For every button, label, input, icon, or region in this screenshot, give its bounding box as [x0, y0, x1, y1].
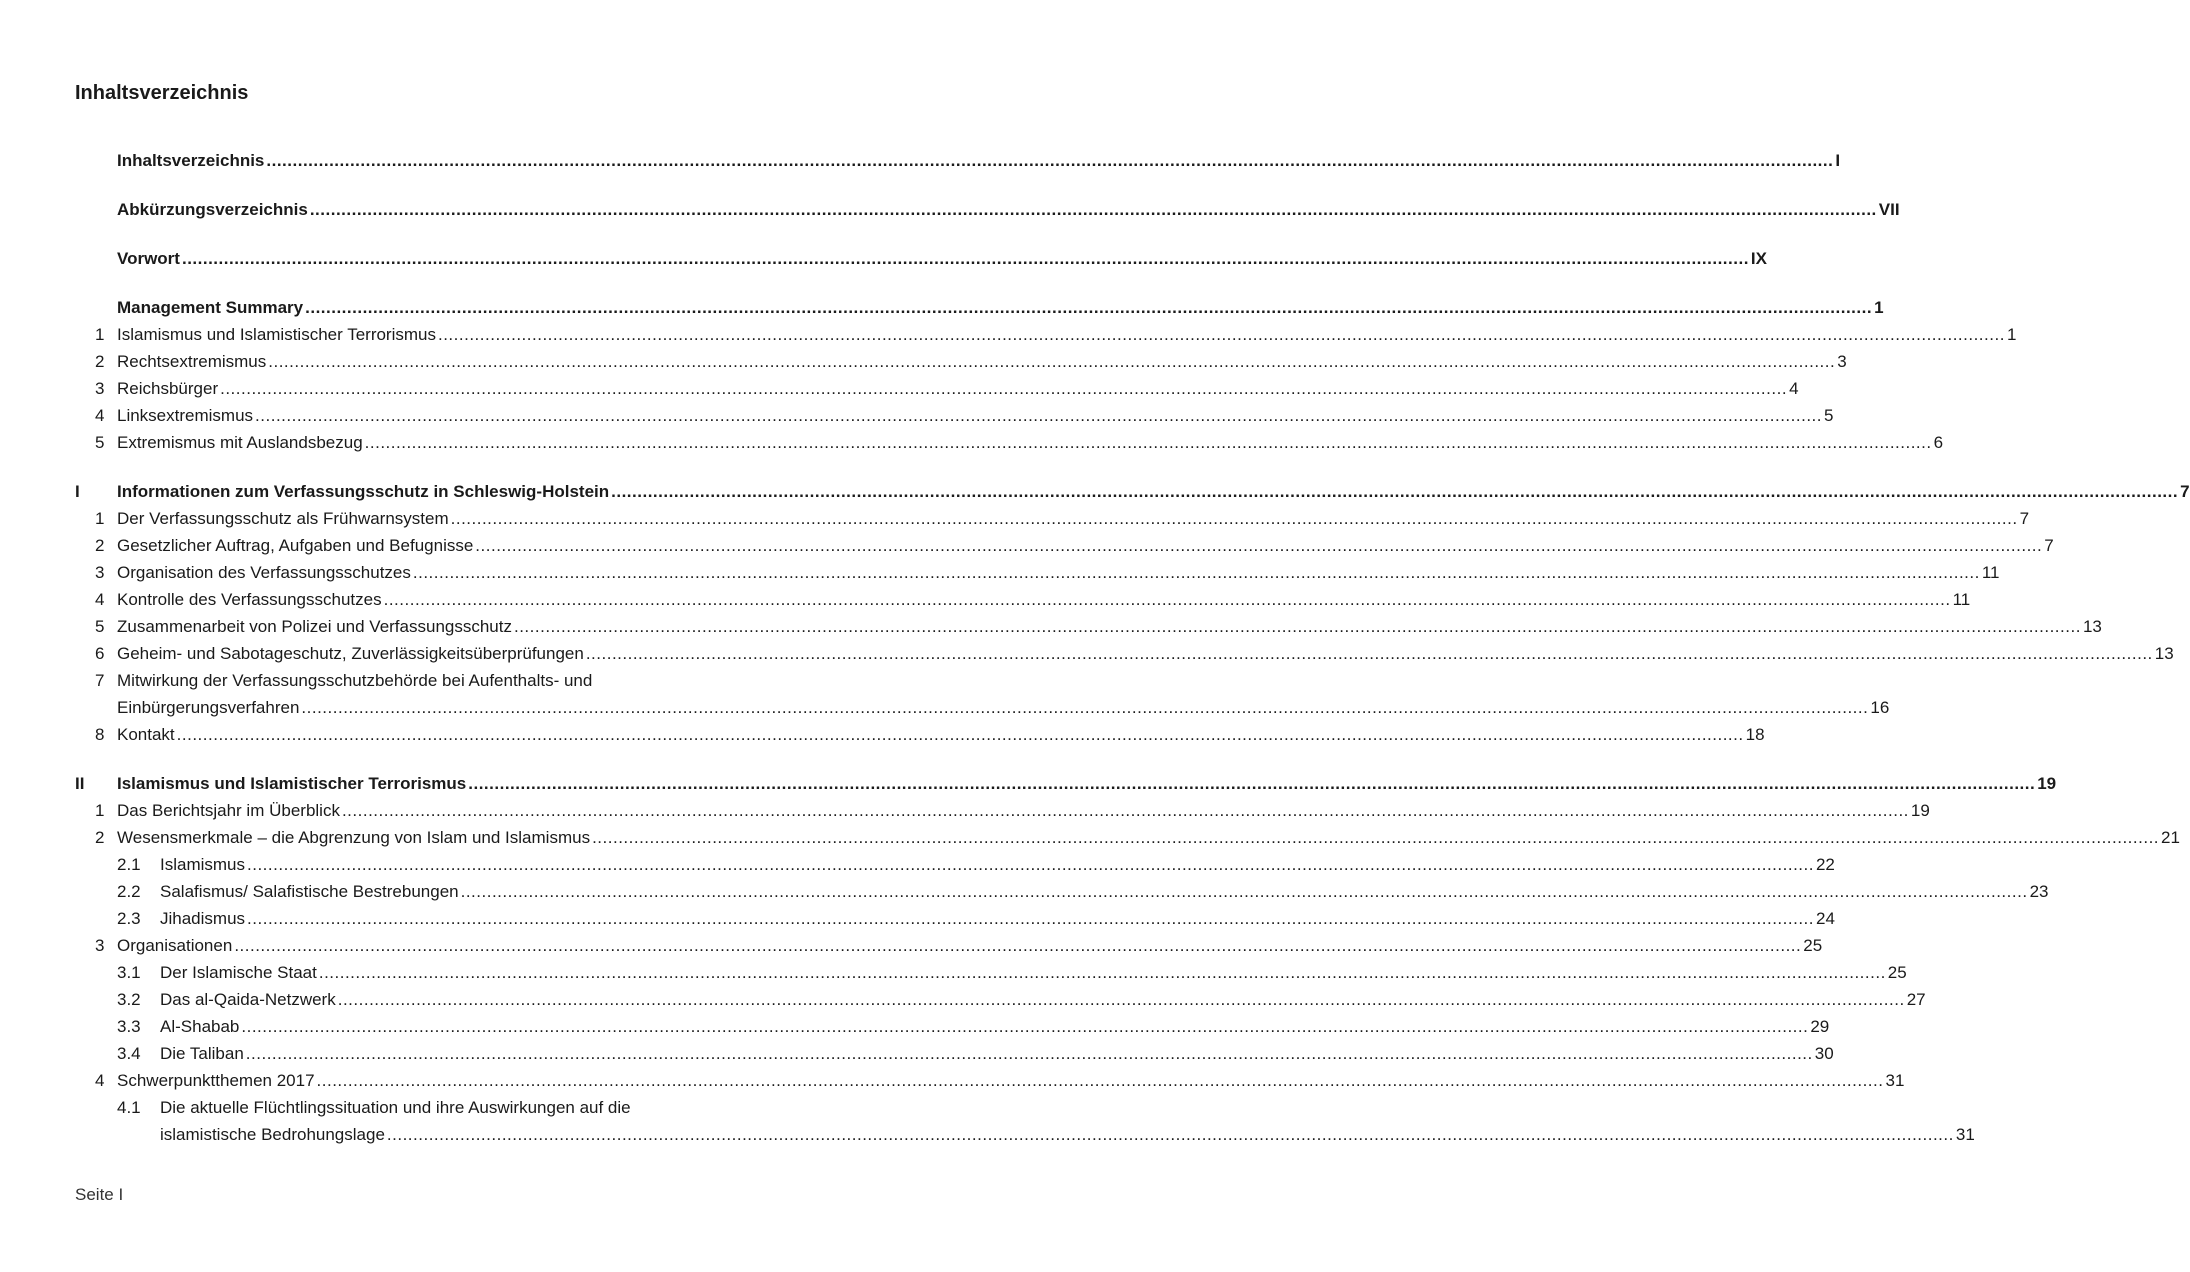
- toc-entry-title: Mitwirkung der Verfassungsschutzbehörde bei Aufenthalts- und: [117, 671, 593, 690]
- toc-leader-dots: ............................................................................................................................................................................................................................................................................................................: [337, 990, 1905, 1009]
- toc-number: 3.4: [117, 1044, 141, 1063]
- toc-number: 3: [95, 563, 105, 582]
- toc-row[interactable]: [0, 349, 1847, 375]
- toc-row[interactable]: [0, 1068, 1905, 1094]
- toc-number: 1: [95, 801, 105, 820]
- toc-number: 4.1: [117, 1098, 141, 1117]
- toc-leader-dots: ............................................................................................................................................................................................................................................................................................................: [513, 617, 2081, 636]
- toc-leader-dots: ............................................................................................................................................................................................................................................................................................................: [176, 725, 1744, 744]
- toc-page-number: 13: [2154, 644, 2174, 663]
- toc-entry: [160, 987, 1926, 1013]
- toc-entry: [117, 246, 1767, 272]
- toc-entry: [117, 403, 1834, 429]
- toc-entry-title: Der Verfassungsschutz als Frühwarnsystem: [117, 509, 449, 528]
- toc-entry-title: Kontakt: [117, 725, 175, 744]
- toc-leader-dots: ............................................................................................................................................................................................................................................................................................................: [592, 828, 2160, 847]
- toc-leader-dots: ............................................................................................................................................................................................................................................................................................................: [364, 433, 1932, 452]
- toc-number: 8: [95, 725, 105, 744]
- toc-row[interactable]: [0, 246, 1767, 272]
- toc-page-number: VII: [1878, 200, 1900, 219]
- toc-page-number: 5: [1824, 406, 1834, 425]
- toc-leader-dots: ............................................................................................................................................................................................................................................................................................................: [255, 406, 1822, 425]
- toc-number: 2: [95, 352, 105, 371]
- toc-entry: [117, 148, 1841, 174]
- toc-row[interactable]: [0, 1014, 1830, 1040]
- toc-leader-dots: ............................................................................................................................................................................................................................................................................................................: [341, 801, 1909, 820]
- toc-page-number: 24: [1816, 909, 1835, 928]
- toc-number: 3: [95, 936, 105, 955]
- toc-leader-dots: ............................................................................................................................................................................................................................................................................................................: [245, 1044, 1813, 1063]
- toc-number: I: [75, 482, 80, 501]
- toc-leader-dots: ............................................................................................................................................................................................................................................................................................................: [305, 298, 1873, 317]
- toc-page-number: 4: [1789, 379, 1799, 398]
- toc-row[interactable]: [0, 987, 1926, 1013]
- toc-entry-title: Islamismus: [160, 855, 246, 874]
- toc-row[interactable]: [0, 614, 2102, 640]
- toc-entry-title: Extremismus mit Auslandsbezug: [117, 433, 363, 452]
- toc-row[interactable]: [0, 906, 1835, 932]
- toc-entry-title: Das Berichtsjahr im Überblick: [117, 801, 340, 820]
- toc-row[interactable]: [0, 933, 1823, 959]
- toc-leader-dots: ............................................................................................................................................................................................................................................................................................................: [450, 509, 2018, 528]
- toc-page-number: 16: [1870, 698, 1890, 717]
- toc-entry: [117, 533, 2054, 559]
- toc-entry-title: islamistische Bedrohungslage: [160, 1125, 385, 1144]
- toc-entry: [160, 906, 1835, 932]
- toc-page-number: 30: [1814, 1044, 1834, 1063]
- toc-leader-dots: ............................................................................................................................................................................................................................................................................................................: [266, 151, 1834, 170]
- toc-page-number: 1: [1874, 298, 1884, 317]
- toc-number: 4: [95, 1071, 105, 1090]
- toc-page-number: 19: [2037, 774, 2057, 793]
- toc-entry-title: Informationen zum Verfassungsschutz in Schleswig-Holstein: [117, 482, 610, 501]
- toc-entry-title: Islamismus und Islamistischer Terrorismus: [117, 325, 436, 344]
- toc-row[interactable]: [0, 403, 1834, 429]
- page-title: Inhaltsverzeichnis: [75, 82, 249, 104]
- toc-leader-dots: ............................................................................................................................................................................................................................................................................................................: [309, 200, 1877, 219]
- toc-entry: [117, 933, 1823, 959]
- toc-number: 2: [95, 536, 105, 555]
- toc-number: 2.3: [117, 909, 141, 928]
- toc-entry-title: Zusammenarbeit von Polizei und Verfassungsschutz: [117, 617, 512, 636]
- toc-row[interactable]: [0, 148, 1841, 174]
- toc-row[interactable]: [0, 825, 2180, 851]
- toc-row[interactable]: [0, 798, 1930, 824]
- toc-number: II: [75, 774, 85, 793]
- toc-page-number: 6: [1933, 433, 1944, 452]
- toc-entry-title: Management Summary: [117, 298, 304, 317]
- toc-entry-title: Al-Shabab: [160, 1017, 240, 1036]
- toc-row[interactable]: [0, 560, 2000, 586]
- toc-entry: [117, 614, 2102, 640]
- toc-number: 7: [95, 671, 105, 690]
- toc-entry: [117, 825, 2180, 851]
- toc-entry-title: Der Islamische Staat: [160, 963, 317, 982]
- toc-page-number: 31: [1885, 1071, 1905, 1090]
- toc-leader-dots: ............................................................................................................................................................................................................................................................................................................: [468, 774, 2036, 793]
- toc-row[interactable]: [0, 668, 900, 694]
- toc-page-number: 21: [2161, 828, 2180, 847]
- toc-page-number: IX: [1750, 249, 1767, 268]
- toc-number: 3: [95, 379, 105, 398]
- toc-leader-dots: ............................................................................................................................................................................................................................................................................................................: [301, 698, 1869, 717]
- toc-entry: [117, 1068, 1905, 1094]
- toc-page-number: 7: [2044, 536, 2054, 555]
- toc-number: 6: [95, 644, 105, 663]
- toc-entry: [117, 479, 2190, 505]
- toc-row[interactable]: [0, 1041, 1834, 1067]
- toc-entry-title: Kontrolle des Verfassungsschutzes: [117, 590, 382, 609]
- toc-number: 1: [95, 325, 105, 344]
- toc-number: 2.1: [117, 855, 141, 874]
- toc-entry-title: Organisation des Verfassungsschutzes: [117, 563, 411, 582]
- toc-entry-title: Linksextremismus: [117, 406, 254, 425]
- toc-page-number: 3: [1837, 352, 1847, 371]
- toc-row[interactable]: [0, 695, 1890, 721]
- toc-entry-title: Schwerpunktthemen 2017: [117, 1071, 315, 1090]
- toc-entry: [117, 295, 1884, 321]
- toc-row[interactable]: [0, 295, 1884, 321]
- toc-number: 5: [95, 433, 105, 452]
- toc-leader-dots: ............................................................................................................................................................................................................................................................................................................: [247, 909, 1814, 928]
- toc-number: 3.1: [117, 963, 141, 982]
- toc-leader-dots: ............................................................................................................................................................................................................................................................................................................: [386, 1125, 1954, 1144]
- toc-row[interactable]: [0, 852, 1835, 878]
- toc-entry: [117, 349, 1847, 375]
- toc-page-number: 25: [1887, 963, 1907, 982]
- toc-leader-dots: ............................................................................................................................................................................................................................................................................................................: [234, 936, 1802, 955]
- toc-entry: [117, 771, 2057, 797]
- toc-page-number: 29: [1810, 1017, 1830, 1036]
- toc-page-number: 7: [2180, 482, 2190, 501]
- toc-page-number: 7: [2019, 509, 2030, 528]
- toc-entry: [117, 376, 1799, 402]
- toc-entry: [117, 587, 1971, 613]
- toc-number: 2: [95, 828, 105, 847]
- toc-row[interactable]: [0, 197, 1900, 223]
- toc-entry: [160, 879, 2049, 905]
- toc-entry-title: Reichsbürger: [117, 379, 219, 398]
- toc-number: 3.2: [117, 990, 141, 1009]
- toc-entry-title: Vorwort: [117, 249, 180, 268]
- toc-row[interactable]: [0, 1122, 1975, 1148]
- toc-row[interactable]: [0, 771, 2057, 797]
- toc-leader-dots: ............................................................................................................................................................................................................................................................................................................: [318, 963, 1886, 982]
- toc-leader-dots: ............................................................................................................................................................................................................................................................................................................: [383, 590, 1951, 609]
- toc-page-number: 19: [1910, 801, 1930, 820]
- toc-row[interactable]: [0, 722, 1765, 748]
- toc-page-number: 1: [2006, 325, 2017, 344]
- toc-entry-title: Geheim- und Sabotageschutz, Zuverlässigkeitsüberprüfungen: [117, 644, 584, 663]
- toc-row[interactable]: [0, 879, 2049, 905]
- toc-entry-title: Die Taliban: [160, 1044, 244, 1063]
- toc-number: 4: [95, 590, 105, 609]
- page-footer: Seite I: [75, 1185, 124, 1204]
- toc-entry: [160, 1041, 1834, 1067]
- toc-number: 4: [95, 406, 105, 425]
- toc-leader-dots: ............................................................................................................................................................................................................................................................................................................: [220, 379, 1788, 398]
- toc-entry: [160, 960, 1907, 986]
- toc-entry: [160, 852, 1835, 878]
- toc-leader-dots: ............................................................................................................................................................................................................................................................................................................: [181, 249, 1749, 268]
- toc-leader-dots: ............................................................................................................................................................................................................................................................................................................: [247, 855, 1814, 874]
- toc-number: 3.3: [117, 1017, 141, 1036]
- toc-entry-title: Jihadismus: [160, 909, 246, 928]
- toc-leader-dots: ............................................................................................................................................................................................................................................................................................................: [460, 882, 2028, 901]
- toc-entry-title: Die aktuelle Flüchtlingssituation und ihre Auswirkungen auf die: [160, 1098, 631, 1117]
- toc-leader-dots: ............................................................................................................................................................................................................................................................................................................: [412, 563, 1980, 582]
- toc-entry: [160, 1095, 823, 1121]
- toc-entry: [117, 641, 2174, 667]
- toc-row[interactable]: [0, 641, 2174, 667]
- toc-entry-title: Gesetzlicher Auftrag, Aufgaben und Befugnisse: [117, 536, 474, 555]
- toc-row[interactable]: [0, 479, 2190, 505]
- toc-page-number: 27: [1906, 990, 1926, 1009]
- toc-row[interactable]: [0, 1095, 900, 1121]
- toc-entry-title: Salafismus/ Salafistische Bestrebungen: [160, 882, 459, 901]
- toc-leader-dots: ............................................................................................................................................................................................................................................................................................................: [241, 1017, 1809, 1036]
- toc-entry-title: Organisationen: [117, 936, 233, 955]
- toc-row[interactable]: [0, 376, 1799, 402]
- toc-leader-dots: ............................................................................................................................................................................................................................................................................................................: [316, 1071, 1884, 1090]
- toc-entry: [117, 722, 1765, 748]
- toc-entry: [117, 506, 2030, 532]
- toc-entry-title: Rechtsextremismus: [117, 352, 267, 371]
- toc-entry: [117, 560, 2000, 586]
- toc-row[interactable]: [0, 587, 1971, 613]
- toc-row[interactable]: [0, 960, 1907, 986]
- toc-page-number: 25: [1803, 936, 1823, 955]
- toc-entry-title: Einbürgerungsverfahren: [117, 698, 300, 717]
- toc-entry: [117, 322, 2017, 348]
- toc-row[interactable]: [0, 533, 2054, 559]
- toc-leader-dots: ............................................................................................................................................................................................................................................................................................................: [585, 644, 2153, 663]
- toc-entry-title: Islamismus und Islamistischer Terrorismus: [117, 774, 467, 793]
- toc-leader-dots: ............................................................................................................................................................................................................................................................................................................: [437, 325, 2005, 344]
- toc-page-number: 13: [2082, 617, 2102, 636]
- toc-entry-title: Inhaltsverzeichnis: [117, 151, 265, 170]
- toc-leader-dots: ............................................................................................................................................................................................................................................................................................................: [611, 482, 2179, 501]
- toc-entry: [117, 668, 823, 694]
- toc-number: 1: [95, 509, 105, 528]
- toc-leader-dots: ............................................................................................................................................................................................................................................................................................................: [475, 536, 2043, 555]
- toc-row[interactable]: [0, 430, 1944, 456]
- toc-number: 2.2: [117, 882, 141, 901]
- toc-entry: [160, 1122, 1975, 1148]
- toc-page-number: 18: [1745, 725, 1765, 744]
- toc-row[interactable]: [0, 322, 2017, 348]
- toc-leader-dots: ............................................................................................................................................................................................................................................................................................................: [268, 352, 1836, 371]
- toc-entry: [117, 695, 1890, 721]
- toc-entry-title: Wesensmerkmale – die Abgrenzung von Islam und Islamismus: [117, 828, 591, 847]
- toc-entry: [117, 430, 1944, 456]
- toc-page-number: 11: [1981, 563, 2000, 582]
- toc-entry-title: Das al-Qaida-Netzwerk: [160, 990, 336, 1009]
- toc-entry-title: Abkürzungsverzeichnis: [117, 200, 308, 219]
- toc-number: 5: [95, 617, 105, 636]
- toc-entry: [160, 1014, 1830, 1040]
- toc-page-number: 22: [1815, 855, 1835, 874]
- toc-page-number: 31: [1955, 1125, 1975, 1144]
- toc-row[interactable]: [0, 506, 2030, 532]
- toc-page-number: I: [1835, 151, 1841, 170]
- toc-page-number: 11: [1952, 590, 1971, 609]
- toc-entry: [117, 798, 1930, 824]
- toc-entry: [117, 197, 1900, 223]
- toc-page-number: 23: [2029, 882, 2049, 901]
